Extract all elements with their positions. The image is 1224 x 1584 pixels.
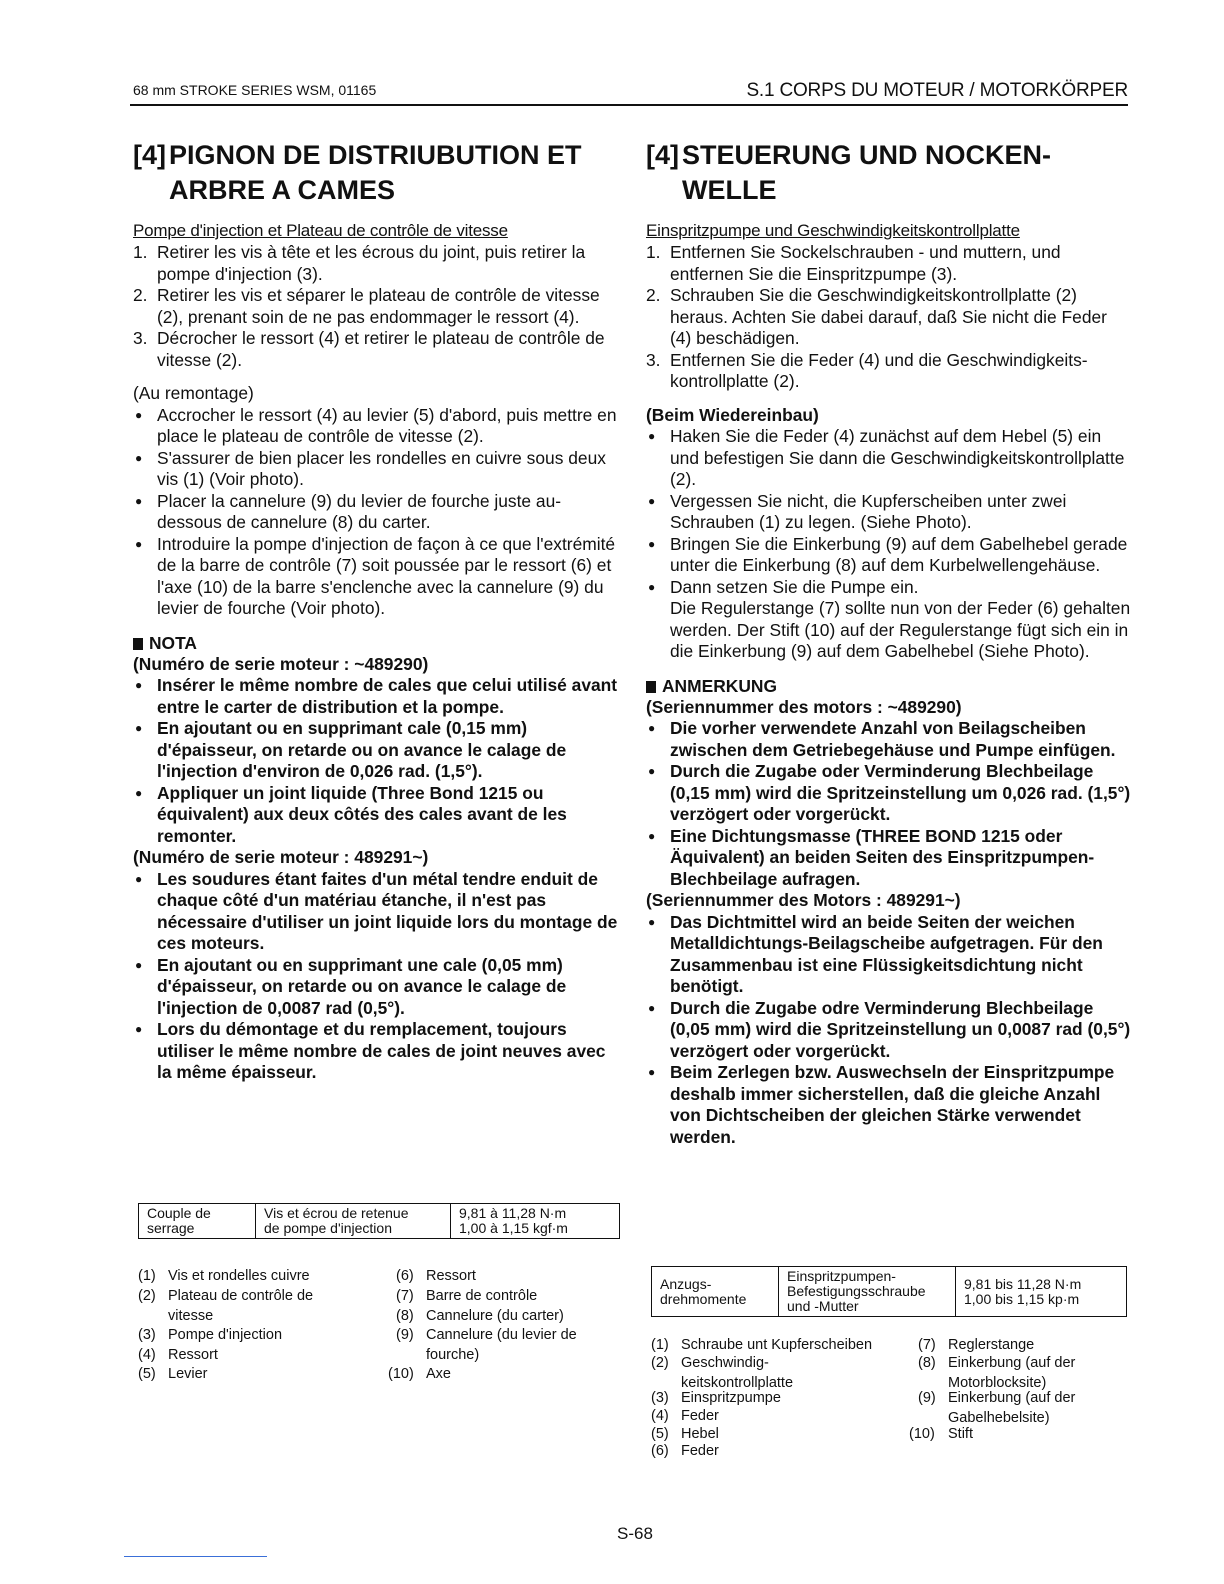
de-legend-item: (2) Geschwindig- keitskontrollplatte bbox=[651, 1355, 794, 1391]
fr-steps bbox=[133, 242, 619, 371]
de-torque-label: Anzugs- drehmomente bbox=[652, 1267, 779, 1317]
fr-remount-list bbox=[133, 405, 619, 620]
fr-nota1-item: ● En ajoutant ou en supprimant cale (0,15 mm) d'épaisseur, on retarde ou on avance le calage de l'injection d'environ de 0,026 rad. (1,5°). bbox=[133, 718, 619, 783]
fr-nota2-list bbox=[133, 869, 619, 1084]
fr-serie2: (Numéro de serie moteur : 489291~) bbox=[133, 847, 429, 867]
fr-legend-item: (10) Axe bbox=[388, 1366, 451, 1382]
de-remount-item: ● Bringen Sie die Einkerbung (9) auf dem Gabelhebel gerade unter die Einkerbung (8) auf dem Kurbelwellengehäuse. bbox=[646, 534, 1132, 577]
de-torque-part: Einspritzpumpen- Befestigungsschraube und -Mutter bbox=[779, 1267, 956, 1317]
de-legend-item: (4) Feder bbox=[651, 1408, 719, 1424]
de-remount-item: ● Haken Sie die Feder (4) zunächst auf dem Hebel (5) ein und befestigen Sie dann die Geschwindigkeitskontrollplatte (2). bbox=[646, 426, 1132, 491]
de-remount-label: (Beim Wiedereinbau) bbox=[646, 404, 819, 425]
de-nota2-item: ● Das Dichtmittel wird an beide Seiten der weichen Metalldichtungs-Beilagscheibe aufgetragen. Für den Zusammenbau ist eine Flüssigkeitsdichtung nicht benötigt. bbox=[646, 912, 1132, 998]
fr-section-title bbox=[133, 138, 619, 208]
fr-torque-part: Vis et écrou de retenue de pompe d'injection bbox=[256, 1204, 451, 1239]
de-steps bbox=[646, 242, 1132, 393]
german-column bbox=[646, 138, 1132, 1148]
fr-legend-item: (5) Levier bbox=[138, 1366, 208, 1382]
de-torque-table bbox=[651, 1266, 1127, 1317]
de-torque-value: 9,81 bis 11,28 N·m 1,00 bis 1,15 kp·m bbox=[956, 1267, 1127, 1317]
de-serie1: (Seriennummer des motors : ~489290) bbox=[646, 696, 962, 717]
de-nota-heading: ANMERKUNG bbox=[646, 675, 1132, 697]
de-nota1-item: ● Durch die Zugabe oder Verminderung Blechbeilage (0,15 mm) wird die Spritzeinstellung um 0,026 rad. (1,5°) verzögert oder vorgerückt. bbox=[646, 761, 1132, 826]
de-step: 1. Entfernen Sie Sockelschrauben - und muttern, und entfernen Sie die Einspritzpumpe (3). bbox=[646, 242, 1061, 284]
fr-remount-label: (Au remontage) bbox=[133, 383, 254, 403]
fr-remount-item: ● Placer la cannelure (9) du levier de fourche juste au-dessous de cannelure (8) du carter. bbox=[133, 491, 619, 534]
fr-legend-item: (6) Ressort bbox=[396, 1268, 476, 1284]
fr-step: 3. Décrocher le ressort (4) et retirer le plateau de contrôle de vitesse (2). bbox=[133, 328, 605, 370]
fr-legend-item: (3) Pompe d'injection bbox=[138, 1327, 283, 1343]
de-legend-item: (7) Reglerstange bbox=[918, 1337, 1035, 1353]
de-step: 2. Schrauben Sie die Geschwindigkeitskontrollplatte (2) heraus. Achten Sie dabei darauf, daß Sie nicht die Feder (4) beschädigen. bbox=[646, 285, 1107, 348]
fr-nota1-item: ● Insérer le même nombre de cales que celui utilisé avant entre le carter de distribution et la pompe. bbox=[133, 675, 619, 718]
de-legend-item: (3) Einspritzpumpe bbox=[651, 1390, 781, 1406]
de-legend-item: (9) Einkerbung (auf der Gabelhebelsite) bbox=[918, 1390, 1076, 1426]
header-rule bbox=[130, 104, 1128, 106]
fr-nota2-item: ● Lors du démontage et du remplacement, toujours utiliser le même nombre de cales de joint neuves avec la même épaisseur. bbox=[133, 1019, 619, 1084]
fr-remount-item: ● S'assurer de bien placer les rondelles en cuivre sous deux vis (1) (Voir photo). bbox=[133, 448, 619, 491]
fr-legend-item: (4) Ressort bbox=[138, 1347, 218, 1363]
de-nota2-list bbox=[646, 912, 1132, 1149]
french-column bbox=[133, 138, 619, 1084]
header-left: 68 mm STROKE SERIES WSM, 01165 bbox=[133, 82, 377, 98]
fr-legend-item: (7) Barre de contrôle bbox=[396, 1288, 538, 1304]
fr-torque-value: 9,81 à 11,28 N·m 1,00 à 1,15 kgf·m bbox=[451, 1204, 620, 1239]
de-title-line2: WELLE bbox=[682, 175, 777, 205]
fr-nota1-item: ● Appliquer un joint liquide (Three Bond 1215 ou équivalent) aux deux côtés des cales avant de les remonter. bbox=[133, 783, 619, 848]
fr-legend-item: (8) Cannelure (du carter) bbox=[396, 1308, 564, 1324]
de-nota1-item: ● Eine Dichtungsmasse (THREE BOND 1215 oder Äquivalent) an beiden Seiten des Einspritzpumpen-Blechbeilage aufragen. bbox=[646, 826, 1132, 891]
fr-nota1-list bbox=[133, 675, 619, 847]
de-step: 3. Entfernen Sie die Feder (4) und die Geschwindigkeits-kontrollplatte (2). bbox=[646, 349, 1088, 391]
bottom-rule bbox=[124, 1556, 267, 1557]
de-nota2-item: ● Durch die Zugabe odre Verminderung Blechbeilage (0,05 mm) wird die Spritzeinstellung un 0,0087 rad (0,5°) verzögert oder vorgerückt. bbox=[646, 998, 1132, 1063]
fr-legend bbox=[138, 1267, 608, 1387]
fr-remount-item: ● Introduire la pompe d'injection de façon à ce que l'extrémité de la barre de contrôle (7) soit poussée par le ressort (6) et l'axe (10) de la barre s'enclenche avec la cannelure (9) du levier de fourche (Voir photo). bbox=[133, 534, 619, 620]
fr-remount-item: ● Accrocher le ressort (4) au levier (5) d'abord, puis mettre en place le plateau de contrôle de vitesse (2). bbox=[133, 405, 619, 448]
de-legend-item: (1) Schraube unt Kupferscheiben bbox=[651, 1337, 873, 1353]
fr-nota2-item: ● Les soudures étant faites d'un métal tendre enduit de chaque côté d'un matériau étanche, il n'est pas nécessaire d'utiliser un joint liquide lors du montage de ces moteurs. bbox=[133, 869, 619, 955]
de-title-line1: STEUERUNG UND NOCKEN- bbox=[682, 140, 1052, 170]
fr-title-line1: PIGNON DE DISTRIUBUTION ET bbox=[169, 140, 582, 170]
de-remount-continued: Die Regulerstange (7) sollte nun von der Feder (6) gehalten werden. Der Stift (10) auf der Regulerstange fügt sich ein in die Einkerbung (9) auf dem Gabelhebel (Siehe Photo). bbox=[670, 598, 1131, 661]
fr-title-line2: ARBRE A CAMES bbox=[169, 175, 396, 205]
page-number: S-68 bbox=[617, 1524, 653, 1543]
de-nota1-list bbox=[646, 718, 1132, 890]
de-nota1-item: ● Die vorher verwendete Anzahl von Beilagscheiben zwischen dem Getriebegehäuse und Pumpe einfügen. bbox=[646, 718, 1132, 761]
fr-nota2-item: ● En ajoutant ou en supprimant une cale (0,05 mm) d'épaisseur, on retarde ou on avance le calage de l'injection de 0,0087 rad (0,5°). bbox=[133, 955, 619, 1020]
de-legend-item: (8) Einkerbung (auf der Motorblocksite) bbox=[918, 1355, 1076, 1391]
square-bullet-icon bbox=[133, 638, 143, 650]
de-serie2: (Seriennummer des Motors : 489291~) bbox=[646, 890, 961, 910]
de-remount-item: ● Dann setzen Sie die Pumpe ein. bbox=[646, 577, 1132, 599]
fr-legend-item: (1) Vis et rondelles cuivre bbox=[138, 1268, 310, 1284]
fr-step: 2. Retirer les vis et séparer le plateau de contrôle de vitesse (2), prenant soin de ne pas endommager le ressort (4). bbox=[133, 285, 600, 327]
de-section-number: [4] bbox=[646, 140, 679, 170]
fr-torque-label: Couple de serrage bbox=[139, 1204, 256, 1239]
de-legend-item: (10) Stift bbox=[909, 1426, 973, 1442]
fr-serie1: (Numéro de serie moteur : ~489290) bbox=[133, 653, 429, 674]
fr-torque-table bbox=[138, 1203, 620, 1239]
fr-legend-item: (9) Cannelure (du levier de fourche) bbox=[396, 1327, 577, 1363]
de-legend-item: (6) Feder bbox=[651, 1443, 719, 1459]
header-right: S.1 CORPS DU MOTEUR / MOTORKÖRPER bbox=[746, 80, 1128, 101]
de-remount-item: ● Vergessen Sie nicht, die Kupferscheiben unter zwei Schrauben (1) zu legen. (Siehe Photo). bbox=[646, 491, 1132, 534]
de-section-title bbox=[646, 138, 1132, 208]
square-bullet-icon bbox=[646, 681, 656, 693]
de-nota2-item: ● Beim Zerlegen bzw. Auswechseln der Einspritzpumpe deshalb immer sicherstellen, daß die gleiche Anzahl von Dichtscheiben der gleichen Stärke verwendet werden. bbox=[646, 1062, 1132, 1148]
fr-step: 1. Retirer les vis à tête et les écrous du joint, puis retirer la pompe d'injection (3). bbox=[133, 242, 586, 284]
de-legend-item: (5) Hebel bbox=[651, 1426, 719, 1442]
de-legend bbox=[651, 1336, 1121, 1462]
fr-subtitle: Pompe d'injection et Plateau de contrôle de vitesse bbox=[133, 221, 508, 240]
fr-legend-item: (2) Plateau de contrôle de vitesse bbox=[138, 1288, 314, 1324]
fr-section-number: [4] bbox=[133, 140, 166, 170]
fr-nota-heading: NOTA bbox=[133, 632, 619, 654]
de-remount-list bbox=[646, 426, 1132, 598]
de-subtitle: Einspritzpumpe und Geschwindigkeitskontrollplatte bbox=[646, 221, 1020, 240]
